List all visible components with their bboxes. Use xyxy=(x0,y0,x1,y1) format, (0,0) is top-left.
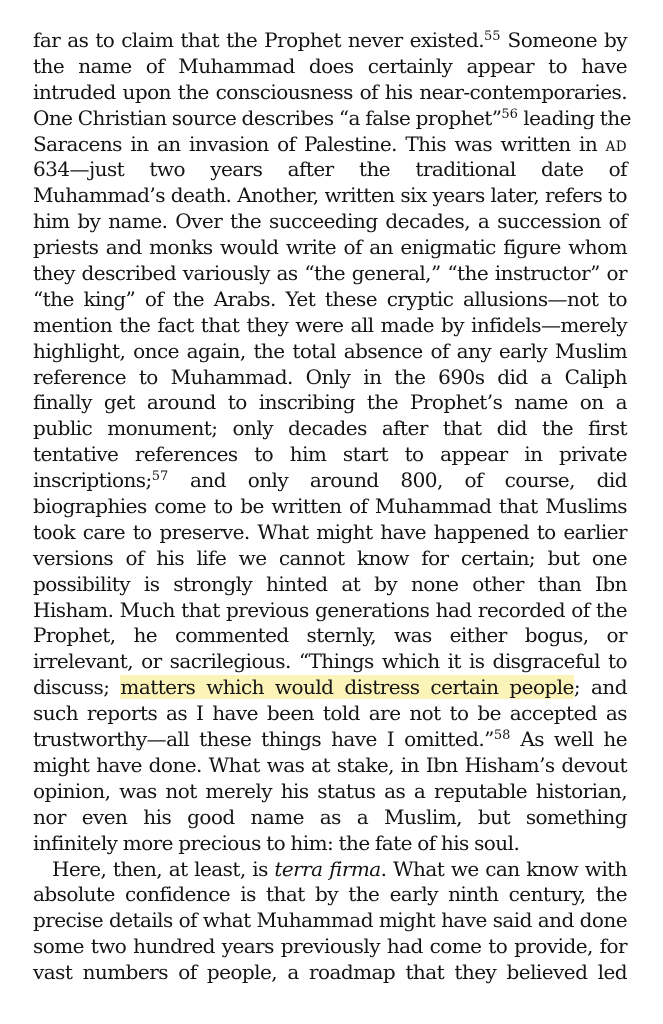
text-line: they described variously as “the general,” “the instructor” or xyxy=(33,261,627,286)
text-line: far as to claim that the Prophet never existed.$^{55}$ Someone by xyxy=(33,28,628,52)
text-line: Muhammad’s death. Another, written six years later, refers to xyxy=(33,183,627,208)
text-line: nor even his good name as a Muslim, but something xyxy=(33,804,627,829)
text-line: priests and monks would write of an enigmatic figure whom xyxy=(33,235,627,260)
paragraph-start-line: Here, then, at least, is terra firma. What we can know with xyxy=(52,856,627,881)
text-line: mention the fact that they were all made by infidels—merely xyxy=(33,312,627,337)
text-line: finally get around to inscribing the Prophet’s name on a xyxy=(33,390,627,415)
text-line: absolute confidence is that by the early ninth century, the xyxy=(33,882,627,907)
text-line: irrelevant, or sacrilegious. “Things which it is disgraceful to xyxy=(33,649,627,674)
footnote-ref: 58 xyxy=(493,728,511,744)
text-line: “the king” of the Arabs. Yet these cryptic allusions—not to xyxy=(33,286,627,311)
text-line: the name of Muhammad does certainly appear to have xyxy=(33,53,627,78)
text-line: some two hundred years previously had come to provide, for xyxy=(33,934,627,959)
text-line: inscriptions;$^{57}$ and only around 800, of course, did xyxy=(33,468,627,493)
text-line: precise details of what Muhammad might have said and done xyxy=(33,908,627,933)
text-line: intruded upon the consciousness of his near-contemporaries. xyxy=(33,79,627,104)
highlighted-passage[interactable]: matters which would distress certain people xyxy=(120,675,574,700)
text-line: public monument; only decades after that did the first xyxy=(33,416,627,441)
text-line: vast numbers of people, a roadmap that they believed led xyxy=(33,960,627,985)
italic-term: terra firma xyxy=(274,856,381,881)
text-line: discuss; matters which would distress certain people; and xyxy=(33,675,627,700)
text-line: him by name. Over the succeeding decades, a succession of xyxy=(33,209,627,234)
text-line: One Christian source describes “a false prophet”$^{56}$ leading the xyxy=(33,105,631,130)
text-line: such reports as I have been told are not to be accepted as xyxy=(33,701,627,726)
text-line: tentative references to him start to appear in private xyxy=(33,442,627,467)
text-line: 634—just two years after the traditional date of xyxy=(33,157,627,182)
footnote-ref: 57 xyxy=(151,469,169,485)
footnote-ref: 55 xyxy=(484,29,501,44)
text-line: might have done. What was at stake, in Ibn Hisham’s devout xyxy=(33,752,627,777)
text-line: Hisham. Much that previous generations had recorded of the xyxy=(33,597,627,622)
text-line: reference to Muhammad. Only in the 690s did a Caliph xyxy=(33,364,627,389)
small-caps-era: AD xyxy=(605,138,627,155)
text-line: highlight, once again, the total absence of any early Muslim xyxy=(33,338,627,363)
text-line: Saracens in an invasion of Palestine. This was written in AD xyxy=(33,131,627,156)
text-line: Prophet, he commented sternly, was either bogus, or xyxy=(33,623,627,648)
text-line: versions of his life we cannot know for certain; but one xyxy=(33,545,627,570)
text-line: possibility is strongly hinted at by none other than Ibn xyxy=(33,571,627,596)
body-text xyxy=(33,28,631,986)
footnote-ref: 56 xyxy=(501,106,518,122)
text-line: took care to preserve. What might have happened to earlier xyxy=(33,519,627,544)
text-line: trustworthy—all these things have I omitted.”$^{58}$ As well he xyxy=(33,727,627,752)
text-line: biographies come to be written of Muhammad that Muslims xyxy=(33,494,627,519)
text-line: infinitely more precious to him: the fate of his soul. xyxy=(33,830,520,855)
text-line: opinion, was not merely his status as a reputable historian, xyxy=(33,778,627,803)
